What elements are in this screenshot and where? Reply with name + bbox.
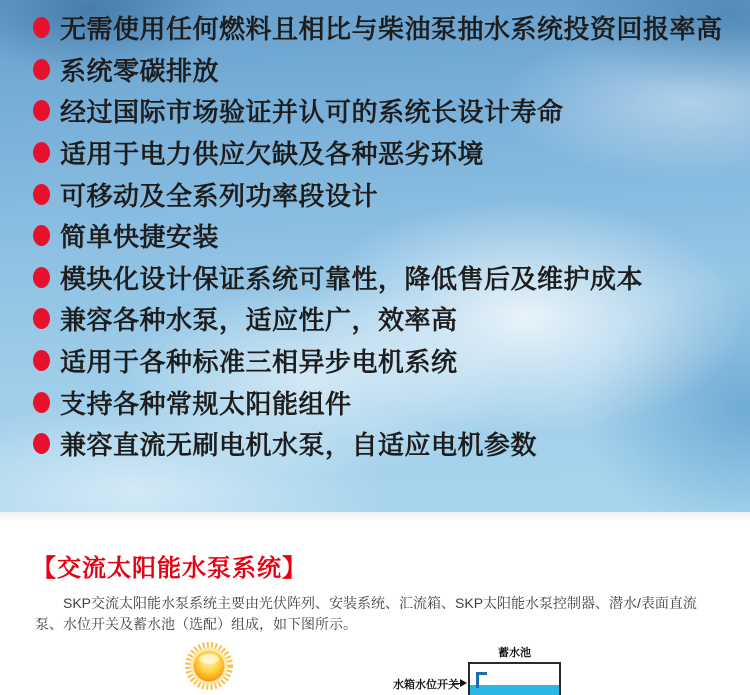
bullet-dot-icon [33,184,50,205]
feature-text: 适用于电力供应欠缺及各种恶劣环境 [60,139,485,170]
feature-text: 支持各种常规太阳能组件 [60,388,352,419]
feature-text: 简单快捷安装 [60,222,220,253]
feature-item [33,423,750,465]
feature-text: 模块化设计保证系统可靠性，降低售后及维护成本 [60,263,644,294]
water-level-switch-label: 水箱水位开关 [393,679,459,691]
feature-text: 可移动及全系列功率段设计 [60,180,379,211]
bullet-dot-icon [33,100,50,121]
feature-item [33,298,750,340]
feature-item [33,215,750,257]
feature-text: 适用于各种标准三相异步电机系统 [60,347,458,378]
feature-item [33,173,750,215]
sun-icon [184,641,234,691]
feature-item [33,90,750,132]
feature-text: 兼容各种水泵，适应性广，效率高 [60,305,458,336]
feature-text: 兼容直流无刷电机水泵，自适应电机参数 [60,430,538,461]
section-paragraph: SKP交流太阳能水泵系统主要由光伏阵列、安装系统、汇流箱、SKP太阳能水泵控制器、潜水/表面直流泵、水位开关及蓄水池（选配）组成，如下图所示。 [35,595,697,632]
bullet-dot-icon [33,225,50,246]
feature-text: 系统零碳排放 [60,55,220,86]
feature-text: 无需使用任何燃料且相比与柴油泵抽水系统投资回报率高 [60,14,723,45]
feature-item [33,340,750,382]
section-heading: 【交流太阳能水泵系统】 [32,555,307,582]
feature-item [33,7,750,49]
feature-item [33,49,750,91]
bullet-dot-icon [33,433,50,454]
bullet-dot-icon [33,392,50,413]
bullet-dot-icon [33,267,50,288]
description-section [0,512,750,695]
float-switch-icon [476,672,487,688]
feature-item [33,257,750,299]
bullet-dot-icon [33,59,50,80]
bullet-dot-icon [33,350,50,371]
arrow-icon [460,679,467,687]
bullet-dot-icon [33,142,50,163]
bullet-dot-icon [33,17,50,38]
feature-item [33,381,750,423]
water-tank [468,662,561,695]
tank-label: 蓄水池 [498,647,531,659]
feature-item [33,132,750,174]
bullet-dot-icon [33,308,50,329]
feature-text: 经过国际市场验证并认可的系统长设计寿命 [60,97,564,128]
